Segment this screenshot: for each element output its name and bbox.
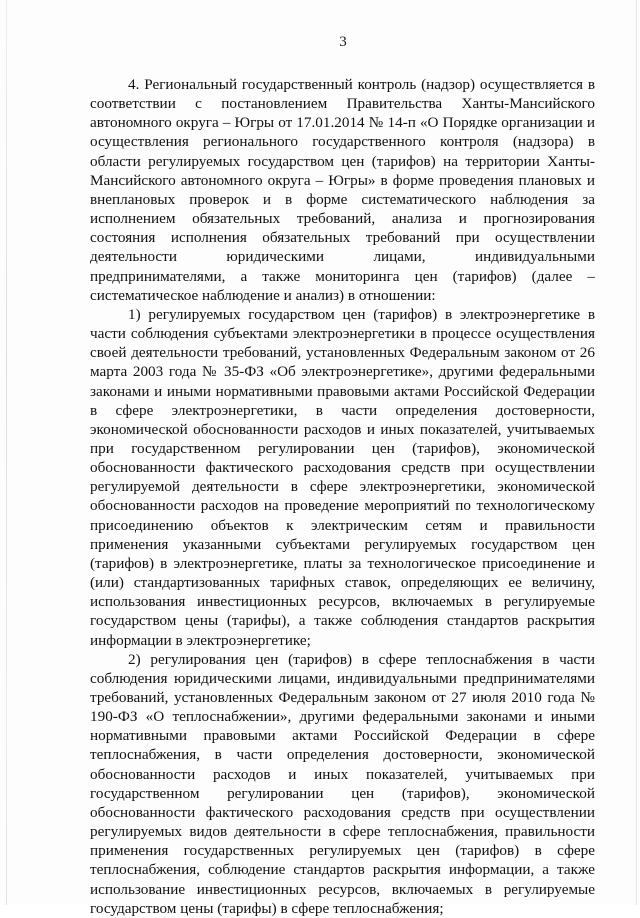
page-number: 3 xyxy=(339,34,347,50)
scan-edge-left xyxy=(6,0,7,905)
scan-edge-right xyxy=(636,0,637,905)
paragraph-subitem-1: 1) регулируемых государством цен (тарифов) в электроэнергетике в части соблюдения субъектами электроэнергетики в процессе осуществления своей деятельности требований, установленных Федеральным законом от 26 марта 2003 года № 35-ФЗ «Об электроэнергетике», другими федеральными законами и иными нормативными правовыми актами Российской Федерации в сфере электроэнергетики, в части определения достоверности, экономической обоснованности расходов и иных показателей, учитываемых при государственном регулировании цен (тарифов), экономической обоснованности фактического расходования средств при осуществлении регулируемой деятельности в сфере электроэнергетики, экономической обоснованности расходов на проведение мероприятий по технологическому присоединению объектов к электрическим сетям и правильности применения указанными субъектами регулируемых государством цен (тарифов) в электроэнергетике, платы за технологическое присоединение и (или) стандартизованных тарифных ставок, определяющих ее величину, использования инвестиционных ресурсов, включаемых в регулируемые государством цены (тарифы), а также соблюдения стандартов раскрытия информации в электроэнергетике; xyxy=(90,305,595,649)
paragraph-subitem-2: 2) регулирования цен (тарифов) в сфере теплоснабжения в части соблюдения юридическими лицами, индивидуальными предпринимателями требований, установленных Федеральным законом от 27 июля 2010 года № 190-ФЗ «О теплоснабжении», другими федеральными законами и иными нормативными правовыми актами Российской Федерации в сфере теплоснабжения, в части определения достоверности, экономической обоснованности расходов и иных показателей, учитываемых при государственном регулировании цен (тарифов), экономической обоснованности фактического расходования средств при осуществлении регулируемых видов деятельности в сфере теплоснабжения, правильности применения государственных регулируемых цен (тарифов) в сфере теплоснабжения, соблюдение стандартов раскрытия информации, а также использование инвестиционных ресурсов, включаемых в регулируемые государством цены (тарифы) в сфере теплоснабжения; xyxy=(90,650,595,917)
document-body xyxy=(90,75,595,918)
paragraph-item-4: 4. Региональный государственный контроль (надзор) осуществляется в соответствии с постановлением Правительства Ханты-Мансийского автономного округа – Югры от 17.01.2014 № 14-п «О Порядке организации и осуществления регионального государственного контроля (надзора) в области регулируемых государством цен (тарифов) на территории Ханты-Мансийского автономного округа – Югры» в форме проведения плановых и внеплановых проверок и в форме систематического наблюдения за исполнением обязательных требований, анализа и прогнозирования состояния исполнения обязательных требований при осуществлении деятельности юридическими лицами, индивидуальными предпринимателями, а также мониторинга цен (тарифов) (далее – систематическое наблюдение и анализ) в отношении: xyxy=(90,76,595,304)
